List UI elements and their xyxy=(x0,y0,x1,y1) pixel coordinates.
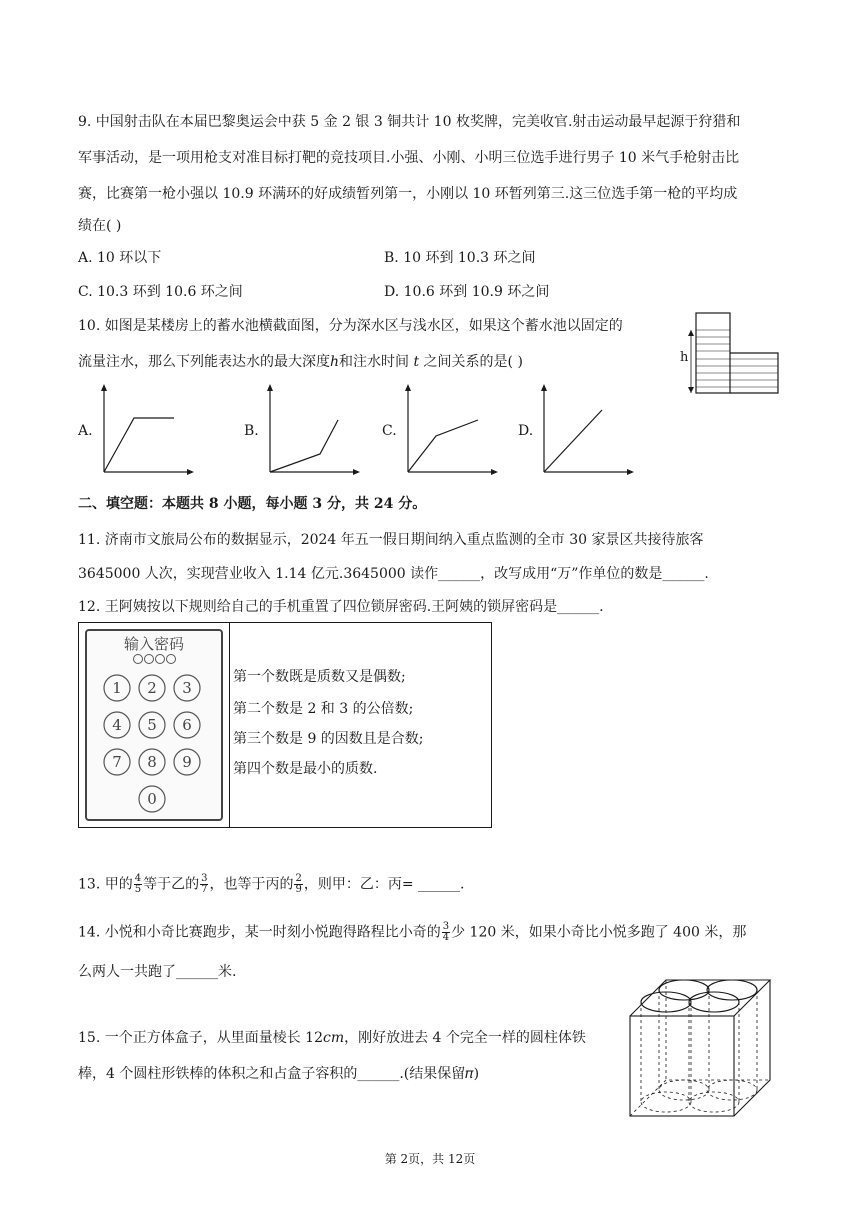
tank-figure xyxy=(674,310,784,396)
key-5: 5 xyxy=(147,716,157,734)
key-0: 0 xyxy=(147,790,157,808)
q15-line1: 15. 一个正方体盒子，从里面量棱长 12𝑐𝑚，刚好放进去 4 个完全一样的圆柱体铁 xyxy=(78,1030,586,1046)
password-rules-table xyxy=(78,622,492,828)
q9-line3: 赛，比赛第一枪小强以 10.9 环满环的好成绩暂列第一，小刚以 10 环暂列第三.这三位选手第一枪的平均成 xyxy=(78,186,738,202)
q15-line2: 棒，4 个圆柱形铁棒的体积之和占盒子容积的______.(结果保留𝜋) xyxy=(78,1066,480,1082)
key-2: 2 xyxy=(147,679,157,697)
q10-graph-c xyxy=(400,382,500,476)
key-9: 9 xyxy=(182,753,192,771)
q13-pre: 13. 甲的 xyxy=(78,876,133,893)
q13-mid1: 等于乙的 xyxy=(143,876,200,893)
rule-3: 第三个数是 9 的因数且是合数; xyxy=(233,731,424,747)
q13-fraction-1: $\frac{4}{5}$ xyxy=(134,873,142,895)
key-7: 7 xyxy=(112,753,122,771)
keypad-cell xyxy=(79,623,230,827)
q9-option-c: C. 10.3 环到 10.6 环之间 xyxy=(78,284,243,300)
q11-line1: 11. 济南市文旅局公布的数据显示，2024 年五一假日期间纳入重点监测的全市 30 家景区共接待旅客 xyxy=(78,532,704,548)
q9-line2: 军事活动，是一项用枪支对准目标打靶的竞技项目.小强、小刚、小明三位选手进行男子 10 米气手枪射击比 xyxy=(78,150,740,166)
q10-graph-d xyxy=(536,382,636,476)
q14-line1 xyxy=(78,922,746,943)
q10-option-c-label: C. xyxy=(382,423,397,439)
key-1: 1 xyxy=(112,679,122,697)
q10-line1: 10. 如图是某楼房上的蓄水池横截面图，分为深水区与浅水区，如果这个蓄水池以固定的 xyxy=(78,318,623,334)
q13-post: ，则甲：乙：丙= ______. xyxy=(303,876,465,893)
q10-graph-a xyxy=(96,382,196,476)
cube-cylinders-figure xyxy=(626,972,776,1120)
rule-1: 第一个数既是质数又是偶数; xyxy=(233,669,406,685)
q13-mid2: ，也等于丙的 xyxy=(209,876,294,893)
q12-line1: 12. 王阿姨按以下规则给自己的手机重置了四位锁屏密码.王阿姨的锁屏密码是______. xyxy=(78,599,604,615)
key-8: 8 xyxy=(147,753,157,771)
key-4: 4 xyxy=(112,716,122,734)
q10-option-d-label: D. xyxy=(518,423,534,439)
q9-line1: 9. 中国射击队在本届巴黎奥运会中获 5 金 2 银 3 铜共计 10 枚奖牌，完美收官.射击运动最早起源于狩猎和 xyxy=(78,114,741,130)
q10-graph-b xyxy=(262,382,362,476)
key-3: 3 xyxy=(182,679,192,697)
q10-option-a-label: A. xyxy=(78,423,93,439)
section-title: 二、填空题：本题共 8 小题，每小题 3 分，共 24 分。 xyxy=(78,496,427,512)
q9-option-d: D. 10.6 环到 10.9 环之间 xyxy=(384,284,550,300)
q10-line2: 流量注水，那么下列能表达水的最大深度ℎ和注水时间 𝑡 之间关系的是( ) xyxy=(78,354,523,370)
keypad-image xyxy=(85,629,223,821)
q14-post: 少 120 米，如果小奇比小悦多跑了 400 米，那 xyxy=(451,924,747,941)
q13-fraction-3: $\frac{2}{9}$ xyxy=(295,873,302,895)
q10-option-b-label: B. xyxy=(244,423,259,439)
q11-line2: 3645000 人次，实现营业收入 1.14 亿元.3645000 读作______，改写成用“万”作单位的数是______. xyxy=(78,566,709,582)
page-footer: 第 2页，共 12页 xyxy=(384,1152,476,1166)
rule-2: 第二个数是 2 和 3 的公倍数; xyxy=(233,701,414,717)
q13-line xyxy=(78,874,464,895)
q9-option-a: A. 10 环以下 xyxy=(78,250,162,266)
q13-fraction-2: $\frac{3}{7}$ xyxy=(201,873,208,895)
q14-pre: 14. 小悦和小奇比赛跑步，某一时刻小悦跑得路程比小奇的 xyxy=(78,924,441,941)
tank-h-label: h xyxy=(680,350,689,365)
q9-option-b: B. 10 环到 10.3 环之间 xyxy=(384,250,536,266)
keypad-title: 输入密码 xyxy=(123,635,184,653)
q14-fraction: $\frac{3}{4}$ xyxy=(442,921,450,943)
key-6: 6 xyxy=(182,716,192,734)
q9-line4: 绩在( ) xyxy=(78,218,122,234)
rule-4: 第四个数是最小的质数. xyxy=(233,761,378,777)
q14-line2: 么两人一共跑了______米. xyxy=(78,964,237,980)
